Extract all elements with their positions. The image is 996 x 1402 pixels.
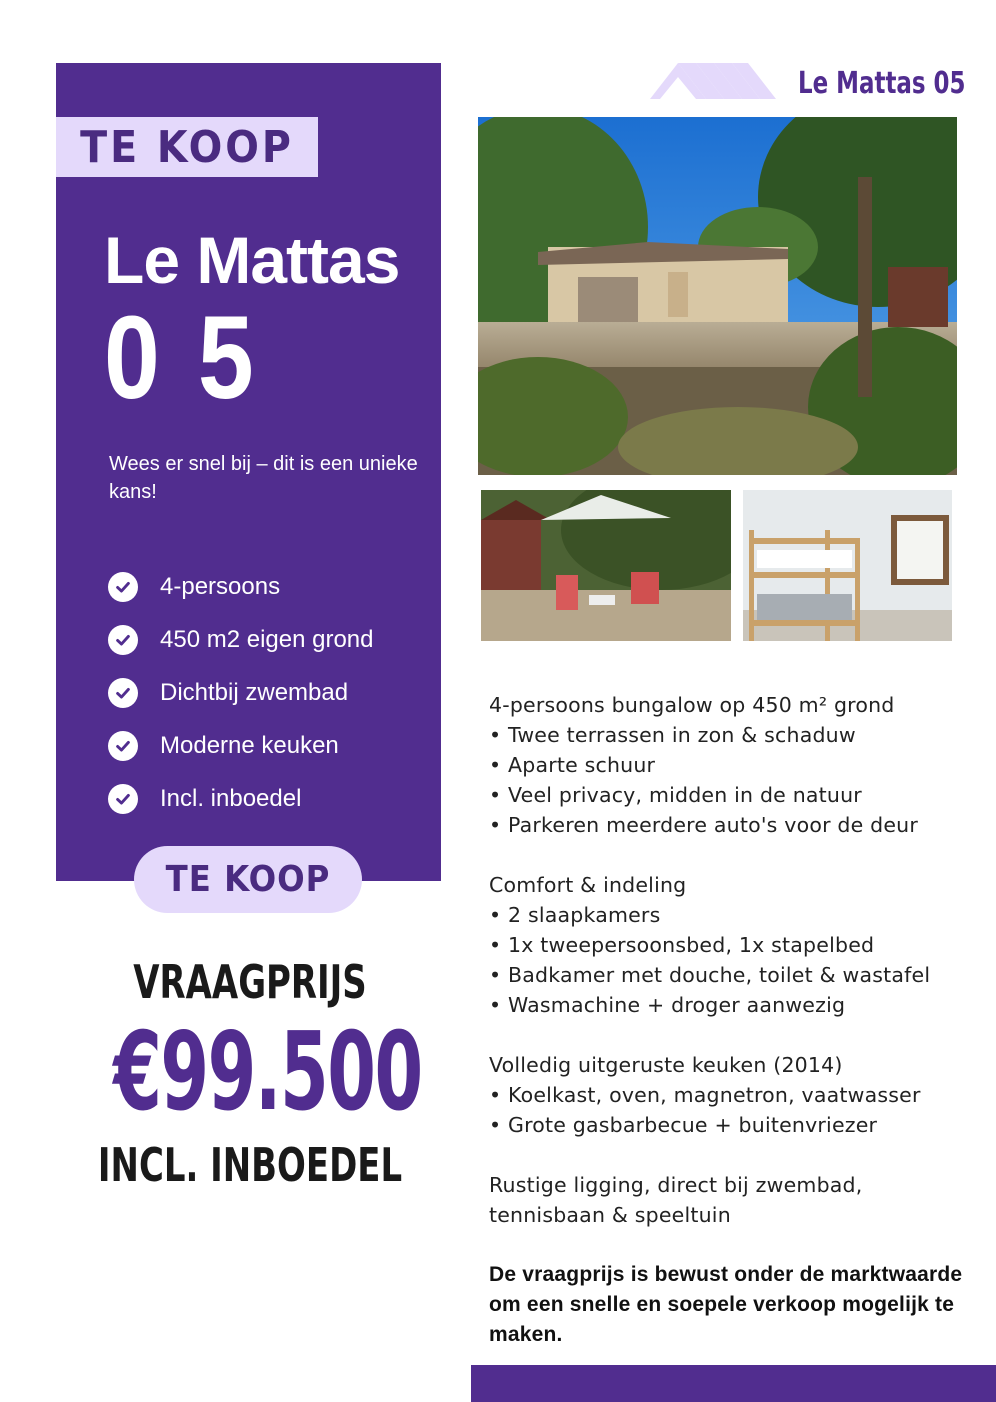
description-block-kitchen [489,1050,989,1140]
feature-label: 4-persoons [160,572,281,600]
price-note: INCL. INBOEDEL [97,1138,403,1192]
description-line: • Aparte schuur [489,753,656,777]
description-line: Volledig uitgeruste keuken (2014) [489,1053,843,1077]
property-title-line1: Le Mattas [104,223,400,297]
feature-label: Moderne keuken [160,731,339,759]
description-line: • 1x tweepersoonsbed, 1x stapelbed [489,933,875,957]
for-sale-pill: TE KOOP [134,846,362,913]
feature-item [108,719,428,772]
description-line: • Grote gasbarbecue + buitenvriezer [489,1113,878,1137]
feature-list [108,560,428,825]
check-circle-icon [108,784,138,814]
property-main-photo [478,117,957,475]
check-circle-icon [108,731,138,761]
feature-label: Incl. inboedel [160,784,302,812]
description-block-features [489,690,989,840]
description-line: • Twee terrassen in zon & schaduw [489,723,856,747]
check-circle-icon [108,572,138,602]
description-line: • Veel privacy, midden in de natuur [489,783,862,807]
check-circle-icon [108,678,138,708]
subtitle: Wees er snel bij – dit is een unieke kans! [109,453,418,503]
feature-label: Dichtbij zwembad [160,678,349,706]
description-block-comfort [489,870,989,1020]
feature-label: 450 m2 eigen grond [160,625,374,653]
bottom-accent-bar [471,1365,996,1402]
description-line: • Wasmachine + droger aanwezig [489,993,846,1017]
asking-price: €99.500 [113,1010,422,1135]
description-line: • Koelkast, oven, magnetron, vaatwasser [489,1083,921,1107]
bedroom-photo [743,490,952,641]
description-line: • Parkeren meerdere auto's voor de deur [489,813,919,837]
description-line: • 2 slaapkamers [489,903,661,927]
feature-item [108,560,428,613]
description-location: Rustige ligging, direct bij zwembad, tennisbaan & speeltuin [489,1173,863,1227]
description-line: • Badkamer met douche, toilet & wastafel [489,963,931,987]
terrace-photo [481,490,731,641]
for-sale-tag: TE KOOP [56,117,318,177]
house-roof-logo-icon [650,55,780,100]
feature-item [108,666,428,719]
header-title: Le Mattas 05 [798,66,966,101]
check-circle-icon [108,625,138,655]
feature-item [108,613,428,666]
property-title-line2: 0 5 [104,292,259,424]
price-disclaimer: De vraagprijs is bewust onder de marktwaarde om een snelle en soepele verkoop mogelijk te maken. [489,1263,963,1346]
feature-item [108,772,428,825]
description-line: 4-persoons bungalow op 450 m² grond [489,693,895,717]
property-description [489,690,989,1350]
asking-price-label: VRAAGPRIJS [133,955,367,1009]
description-line: Comfort & indeling [489,873,687,897]
